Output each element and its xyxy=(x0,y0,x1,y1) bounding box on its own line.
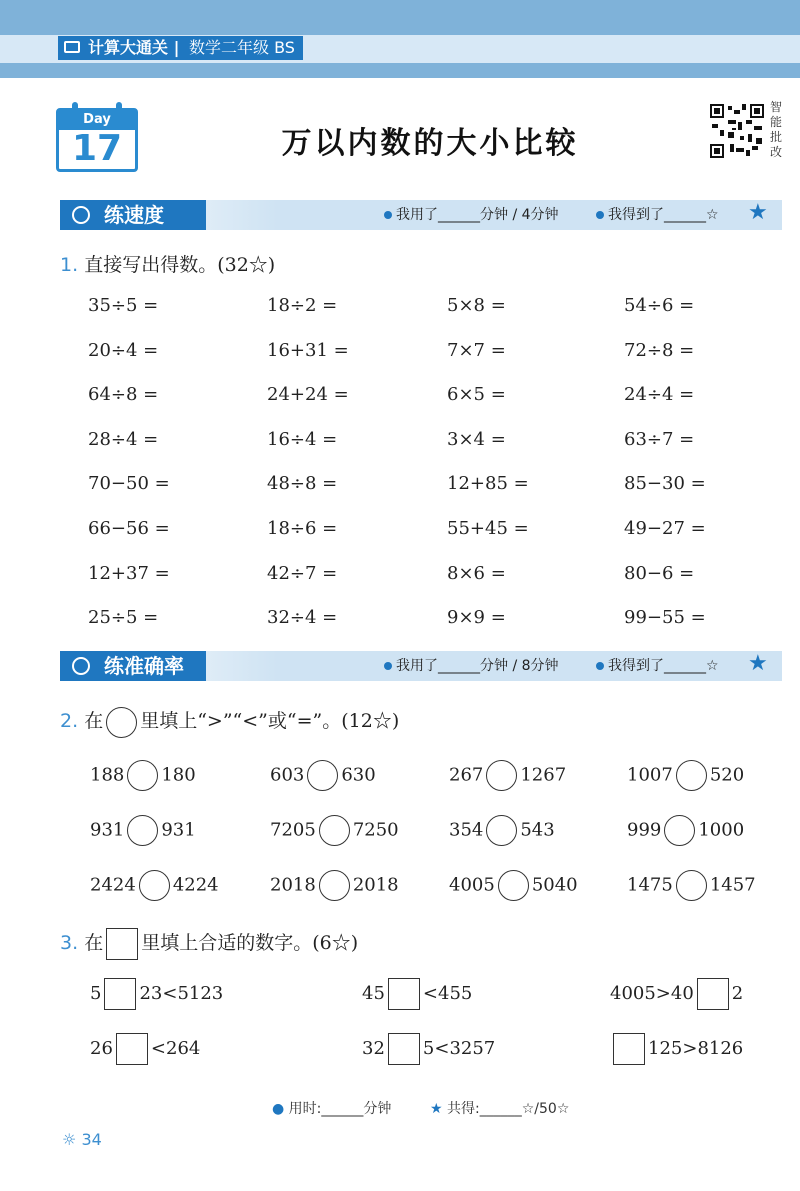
answer-circle[interactable] xyxy=(307,760,338,791)
accuracy-score: 我得到了______☆ xyxy=(596,651,719,681)
clock-icon xyxy=(384,662,392,670)
right-number: 4224 xyxy=(172,874,219,896)
answer-circle[interactable] xyxy=(664,815,695,846)
left-number: 2424 xyxy=(90,874,136,896)
answer-circle[interactable] xyxy=(676,870,707,901)
right-text: <455 xyxy=(422,983,473,1004)
comparison-item xyxy=(449,760,566,791)
answer-box[interactable] xyxy=(116,1033,148,1065)
fill-digit-item xyxy=(90,1033,200,1065)
right-text: 2 xyxy=(731,983,744,1004)
fill-digit-item xyxy=(610,978,743,1010)
qr-caption: 智 能 批 改 xyxy=(770,100,783,159)
equation-item: 55+45 = xyxy=(447,518,529,539)
comparison-item xyxy=(270,815,399,846)
answer-circle[interactable] xyxy=(486,760,517,791)
day-label: Day xyxy=(58,110,136,130)
answer-circle[interactable] xyxy=(676,760,707,791)
clock-icon xyxy=(384,211,392,219)
left-number: 4005 xyxy=(449,874,495,896)
sun-icon: ☼ xyxy=(62,1130,77,1149)
equation-item: 24+24 = xyxy=(267,384,349,406)
speed-time-used: 我用了______分钟 / 4分钟 xyxy=(384,200,559,230)
right-text: 23<5123 xyxy=(139,983,224,1004)
footer-score: ★ 共得:______☆/50☆ xyxy=(430,1101,570,1117)
comparison-item xyxy=(90,870,219,901)
left-number: 931 xyxy=(90,819,125,841)
book-icon xyxy=(64,41,80,53)
right-number: 180 xyxy=(161,764,196,786)
page-number: ☼ 34 xyxy=(62,1130,102,1149)
equation-item: 80−6 = xyxy=(624,562,695,584)
equation-item: 42÷7 = xyxy=(267,562,338,584)
equation-item: 16+31 = xyxy=(267,339,349,361)
left-number: 1475 xyxy=(627,874,673,896)
right-number: 1267 xyxy=(520,764,567,786)
answer-circle[interactable] xyxy=(127,815,158,846)
check-icon xyxy=(596,211,604,219)
accuracy-time-used: 我用了______分钟 / 8分钟 xyxy=(384,651,559,681)
equation-item: 49−27 = xyxy=(624,518,706,539)
right-number: 543 xyxy=(520,819,555,841)
subject-title: 数学二年级 BS xyxy=(189,38,295,57)
left-number: 7205 xyxy=(270,819,316,841)
equation-item: 25÷5 = xyxy=(88,607,159,629)
right-number: 931 xyxy=(161,819,196,841)
answer-box xyxy=(106,928,138,960)
answer-box[interactable] xyxy=(613,1033,645,1065)
comparison-item xyxy=(90,815,196,846)
answer-box[interactable] xyxy=(104,978,136,1010)
book-header: 计算大通关 | 数学二年级 BS xyxy=(58,36,303,60)
right-text: 5<3257 xyxy=(422,1038,496,1059)
left-number: 2018 xyxy=(270,874,316,896)
right-text: 125>8126 xyxy=(648,1038,744,1059)
equation-item: 8×6 = xyxy=(447,562,506,584)
equation-item: 35÷5 = xyxy=(88,295,159,316)
left-number: 1007 xyxy=(627,764,673,786)
fill-digit-item xyxy=(362,1033,495,1065)
star-icon: ★ xyxy=(748,200,768,225)
footer-time: ● 用时:______分钟 xyxy=(272,1101,392,1117)
question-3-heading: 3. 在 里填上合适的数字。(6☆) xyxy=(60,928,358,960)
question-1-heading: 1. 直接写出得数。(32☆) xyxy=(60,254,276,276)
equation-item: 28÷4 = xyxy=(88,428,159,450)
fill-digit-item xyxy=(362,978,472,1010)
check-icon xyxy=(596,662,604,670)
star-icon: ★ xyxy=(430,1101,443,1117)
equation-item: 12+37 = xyxy=(88,562,170,584)
equation-item: 66−56 = xyxy=(88,518,170,539)
answer-box[interactable] xyxy=(388,1033,420,1065)
equation-item: 20÷4 = xyxy=(88,339,159,361)
comparison-item xyxy=(90,760,196,791)
answer-circle[interactable] xyxy=(319,870,350,901)
series-title: 计算大通关 xyxy=(88,38,169,57)
equation-item: 54÷6 = xyxy=(624,295,695,316)
page-title: 万以内数的大小比较 xyxy=(281,126,579,161)
left-number: 188 xyxy=(90,764,125,786)
comparison-item xyxy=(270,870,399,901)
comparison-item xyxy=(627,870,756,901)
equation-item: 9×9 = xyxy=(447,607,506,629)
left-text: 32 xyxy=(362,1038,385,1059)
qr-code-icon[interactable] xyxy=(708,102,766,160)
fill-digit-item xyxy=(90,978,223,1010)
comparison-item xyxy=(449,815,555,846)
equation-item: 18÷2 = xyxy=(267,295,338,316)
equation-item: 12+85 = xyxy=(447,473,529,495)
fill-digit-item xyxy=(610,1033,743,1065)
right-number: 1457 xyxy=(709,874,756,896)
equation-item: 3×4 = xyxy=(447,428,506,450)
equation-item: 18÷6 = xyxy=(267,518,338,539)
equation-item: 63÷7 = xyxy=(624,428,695,450)
left-number: 603 xyxy=(270,764,305,786)
answer-circle[interactable] xyxy=(127,760,158,791)
stopwatch-icon xyxy=(72,206,90,224)
answer-circle[interactable] xyxy=(498,870,529,901)
right-number: 520 xyxy=(709,764,745,786)
question-2-heading: 2. 在 里填上“>”“<”或“=”。(12☆) xyxy=(60,706,399,738)
equation-item: 72÷8 = xyxy=(624,339,695,361)
right-number: 630 xyxy=(341,764,376,786)
right-number: 7250 xyxy=(352,819,399,841)
answer-circle[interactable] xyxy=(486,815,517,846)
equation-item: 24÷4 = xyxy=(624,384,695,406)
left-number: 354 xyxy=(449,819,484,841)
comparison-item xyxy=(627,760,744,791)
section-speed-badge: 练速度 xyxy=(60,200,206,230)
equation-item: 5×8 = xyxy=(447,295,506,316)
equation-item: 64÷8 = xyxy=(88,384,159,406)
clock-icon: ● xyxy=(272,1101,285,1117)
equation-item: 99−55 = xyxy=(624,607,706,629)
answer-circle[interactable] xyxy=(139,870,170,901)
right-number: 2018 xyxy=(352,874,399,896)
equation-item: 6×5 = xyxy=(447,384,506,406)
left-number: 999 xyxy=(627,819,662,841)
right-number: 1000 xyxy=(698,819,745,841)
right-number: 5040 xyxy=(531,874,578,896)
left-text: 26 xyxy=(90,1038,113,1059)
answer-box[interactable] xyxy=(388,978,420,1010)
day-number: 17 xyxy=(71,128,123,169)
equation-item: 48÷8 = xyxy=(267,473,338,495)
left-text: 45 xyxy=(362,983,385,1004)
answer-circle xyxy=(106,707,137,738)
section-accuracy-badge: 练准确率 xyxy=(60,651,206,681)
right-text: <264 xyxy=(150,1038,201,1059)
answer-box[interactable] xyxy=(697,978,729,1010)
left-number: 267 xyxy=(449,764,484,786)
star-icon: ★ xyxy=(748,651,768,676)
equation-item: 16÷4 = xyxy=(267,428,338,450)
equation-item: 7×7 = xyxy=(447,339,506,361)
equation-item: 70−50 = xyxy=(88,473,170,495)
target-icon xyxy=(72,657,90,675)
comparison-item xyxy=(270,760,376,791)
left-text: 4005>40 xyxy=(610,983,694,1004)
speed-score: 我得到了______☆ xyxy=(596,200,719,230)
equation-item: 32÷4 = xyxy=(267,607,338,629)
left-text: 5 xyxy=(90,983,102,1004)
comparison-item xyxy=(627,815,744,846)
answer-circle[interactable] xyxy=(319,815,350,846)
equation-item: 85−30 = xyxy=(624,473,706,495)
comparison-item xyxy=(449,870,578,901)
